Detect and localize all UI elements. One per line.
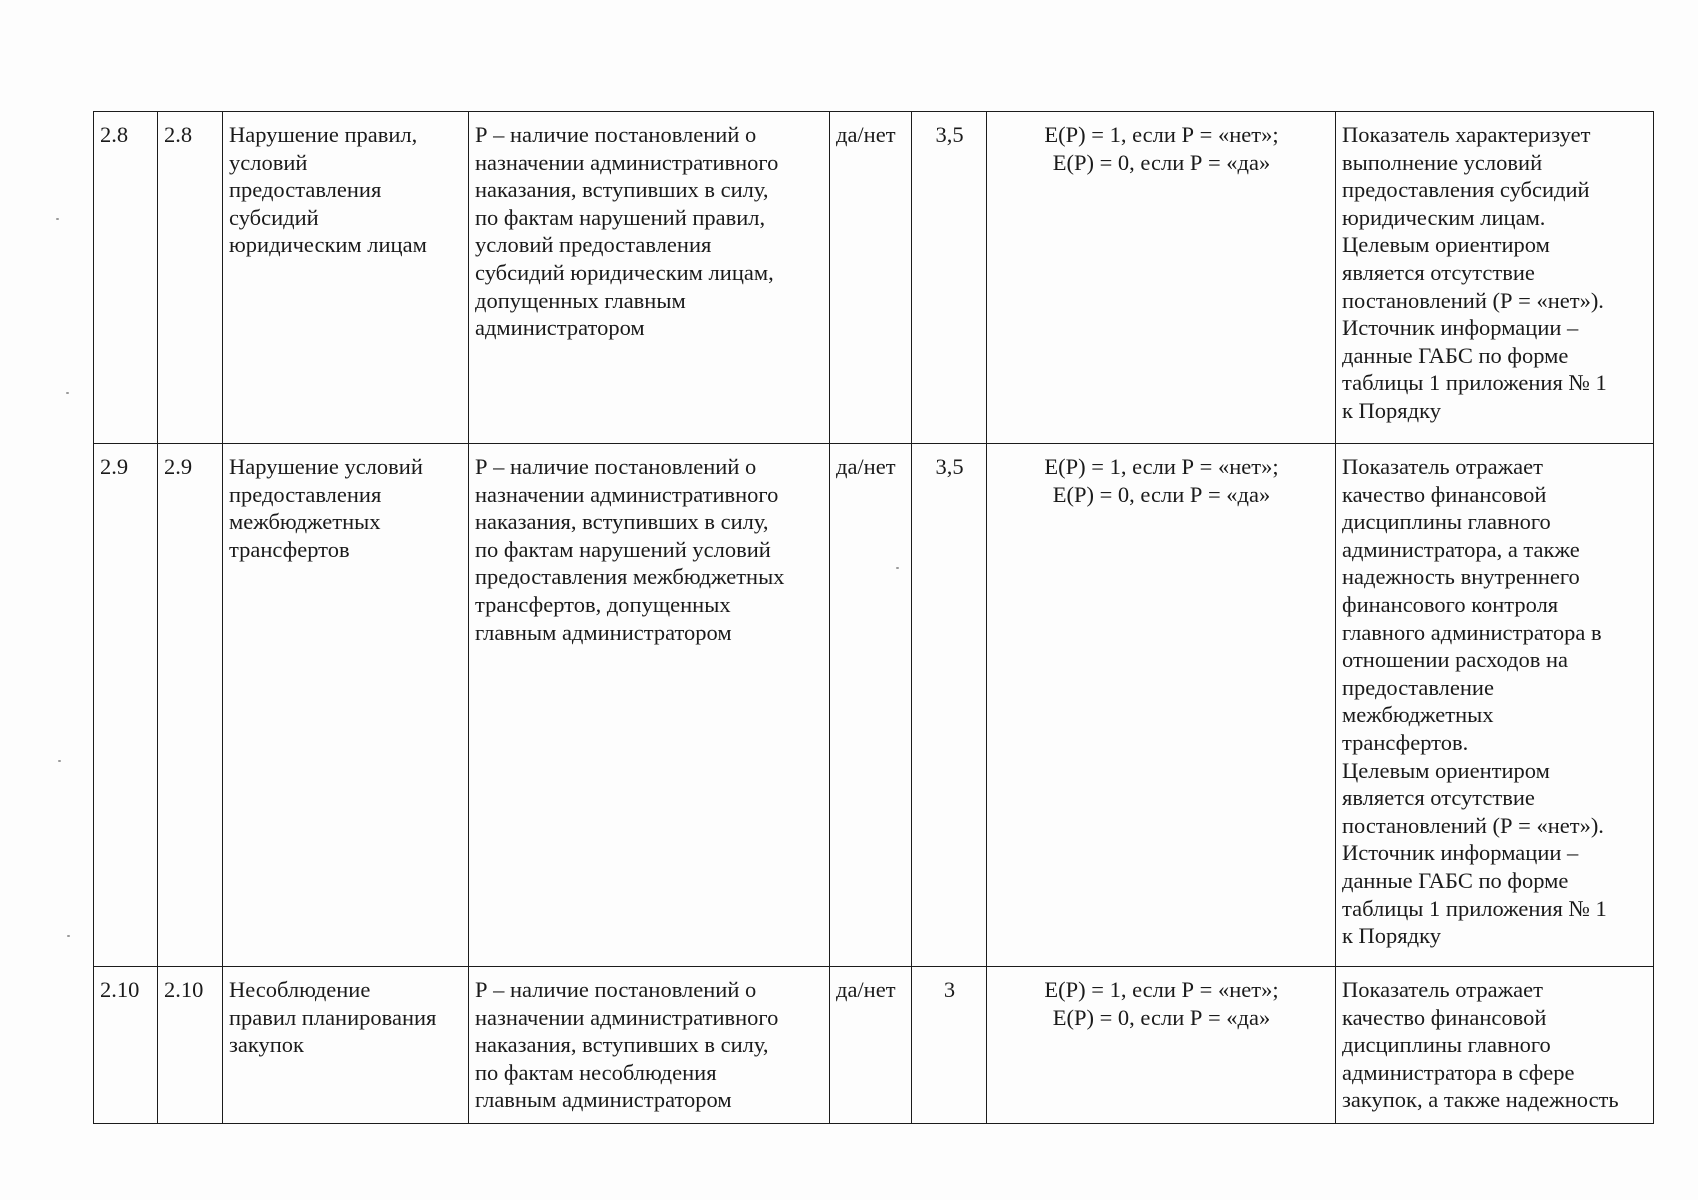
criteria-table	[93, 111, 1654, 1124]
indicator-name: Нарушение условий предоставления межбюджетных трансфертов	[223, 444, 469, 967]
indicator-code: 2.10	[158, 967, 223, 1124]
scan-speck	[58, 760, 61, 762]
indicator-weight: 3,5	[912, 112, 987, 444]
scan-speck	[67, 935, 70, 937]
indicator-description: Р – наличие постановлений о назначении административного наказания, вступивших в силу, по фактам несоблюдения главным администратором	[469, 967, 830, 1124]
evaluation-formula: Е(Р) = 1, если Р = «нет»; Е(Р) = 0, если Р = «да»	[987, 444, 1336, 967]
scan-speck	[896, 567, 899, 569]
unit-of-measure: да/нет	[830, 967, 912, 1124]
table-row	[94, 112, 1654, 444]
indicator-description: Р – наличие постановлений о назначении административного наказания, вступивших в силу, по фактам нарушений правил, условий предоставления субсидий юридическим лицам, допущенных главным администратором	[469, 112, 830, 444]
indicator-description: Р – наличие постановлений о назначении административного наказания, вступивших в силу, по фактам нарушений условий предоставления межбюджетных трансфертов, допущенных главным администратором	[469, 444, 830, 967]
evaluation-formula: Е(Р) = 1, если Р = «нет»; Е(Р) = 0, если Р = «да»	[987, 112, 1336, 444]
row-number: 2.8	[94, 112, 158, 444]
indicator-name: Нарушение правил, условий предоставления субсидий юридическим лицам	[223, 112, 469, 444]
indicator-comment: Показатель отражает качество финансовой дисциплины главного администратора, а также надежность внутреннего финансового контроля главного администратора в отношении расходов на предоставление межбюджетных трансфертов. Целевым ориентиром является отсутствие постановлений (Р = «нет»). Источник информации – данные ГАБС по форме таблицы 1 приложения № 1 к Порядку	[1336, 444, 1654, 967]
table-row	[94, 967, 1654, 1124]
indicator-comment: Показатель характеризует выполнение условий предоставления субсидий юридическим лицам. Целевым ориентиром является отсутствие постановлений (Р = «нет»). Источник информации – данные ГАБС по форме таблицы 1 приложения № 1 к Порядку	[1336, 112, 1654, 444]
unit-of-measure: да/нет	[830, 112, 912, 444]
evaluation-formula: Е(Р) = 1, если Р = «нет»; Е(Р) = 0, если Р = «да»	[987, 967, 1336, 1124]
indicator-weight: 3,5	[912, 444, 987, 967]
indicator-comment: Показатель отражает качество финансовой дисциплины главного администратора в сфере закупок, а также надежность	[1336, 967, 1654, 1124]
indicator-code: 2.9	[158, 444, 223, 967]
table-row	[94, 444, 1654, 967]
indicator-weight: 3	[912, 967, 987, 1124]
indicator-code: 2.8	[158, 112, 223, 444]
scan-speck	[66, 392, 69, 394]
unit-of-measure: да/нет	[830, 444, 912, 967]
indicator-name: Несоблюдение правил планирования закупок	[223, 967, 469, 1124]
scan-speck	[56, 218, 59, 220]
row-number: 2.9	[94, 444, 158, 967]
row-number: 2.10	[94, 967, 158, 1124]
